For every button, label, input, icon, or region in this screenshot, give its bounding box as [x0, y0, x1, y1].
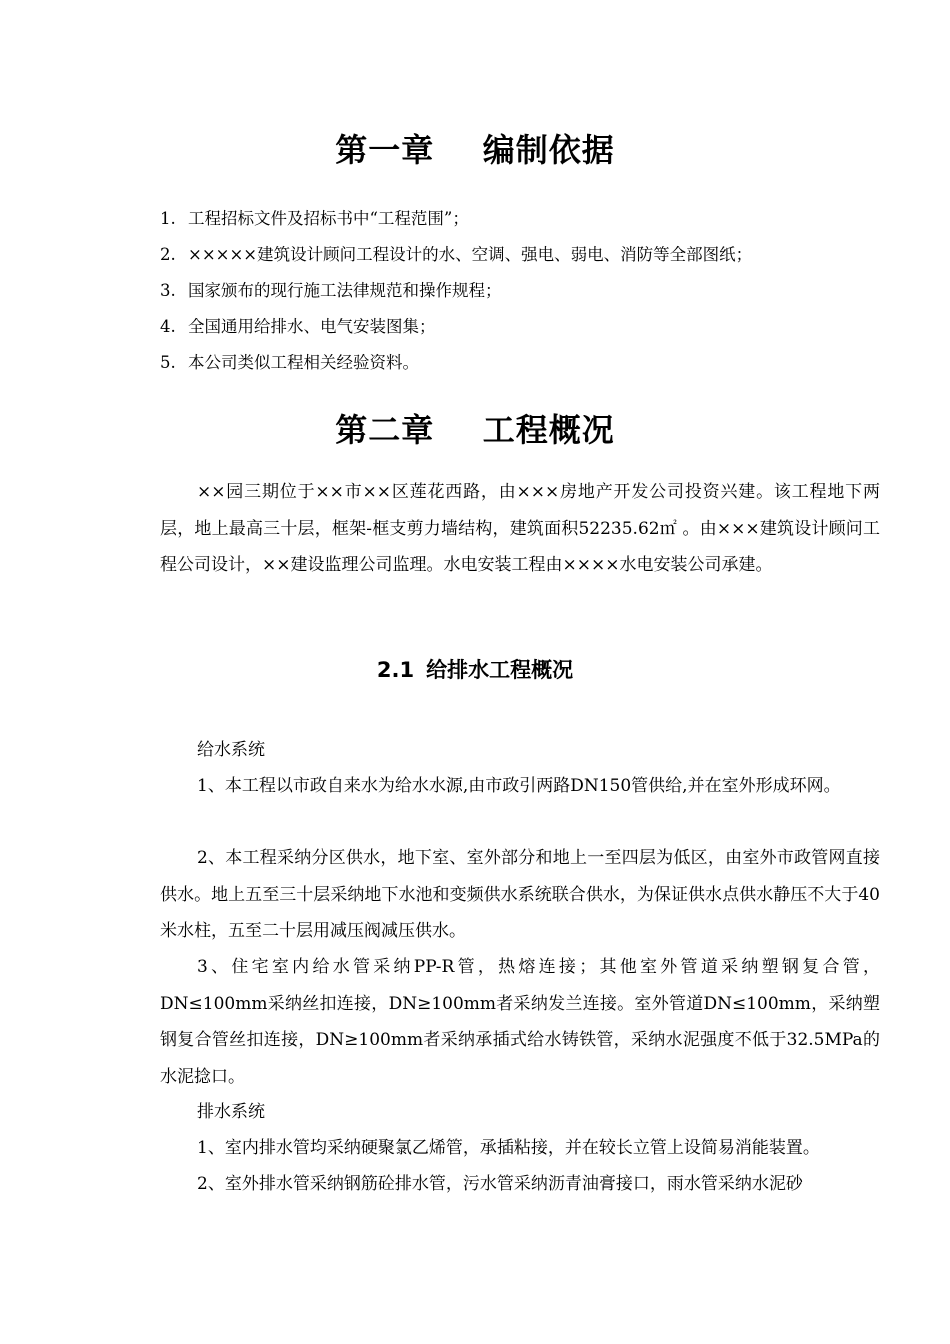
list-item-number: 2. [160, 245, 176, 264]
drainage-paragraph-1: 1、室内排水管均采纳硬聚氯乙烯管，承插粘接，并在较长立管上设简易消能装置。 [197, 1138, 820, 1158]
water-supply-paragraph-1: 1、本工程以市政自来水为给水水源,由市政引两路DN150管供给,并在室外形成环网。 [197, 776, 841, 796]
list-item-number: 3. [160, 281, 176, 300]
section-heading-text: 给排水工程概况 [426, 657, 574, 682]
water-supply-paragraph-3: 3、住宅室内给水管采纳PP-R管，热熔连接；其他室外管道采纳塑钢复合管，DN≤100mm采纳丝扣连接，DN≥100mm者采纳发兰连接。室外管道DN≤100mm，采纳塑钢复合管丝扣连接，DN≥100mm者采纳承插式给水铸铁管，采纳水泥强度不低于32.5MPa的水泥捻口。 [160, 957, 880, 1087]
basis-list [160, 201, 752, 381]
water-supply-label: 给水系统 [197, 740, 265, 760]
drainage-paragraph-2: 2、室外排水管采纳钢筋砼排水管，污水管采纳沥青油膏接口，雨水管采纳水泥砂 [197, 1174, 803, 1194]
list-item [160, 345, 752, 381]
list-item-text: 工程招标文件及招标书中“工程范围”； [188, 209, 469, 228]
list-item-number: 4. [160, 317, 176, 336]
chapter-1-title: 第一章 编制依据 [335, 131, 615, 169]
list-item [160, 237, 752, 273]
project-overview-paragraph: ××园三期位于××市××区莲花西路，由×××房地产开发公司投资兴建。该工程地下两层，地上最高三十层，框架-框支剪力墙结构，建筑面积52235.62㎡ 。由×××建筑设计顾问工程公司设计，××建设监理公司监理。水电安装工程由××××水电安装公司承建。 [160, 482, 880, 575]
section-number: 2.1 [376, 658, 415, 682]
list-item-number: 5. [160, 353, 176, 372]
list-item [160, 309, 752, 345]
list-item-text: ×××××建筑设计顾问工程设计的水、空调、强电、弱电、消防等全部图纸； [188, 245, 753, 264]
chapter-2-title: 第二章 工程概况 [335, 411, 615, 449]
list-item-number: 1. [160, 209, 176, 228]
section-2-1-title [0, 655, 950, 685]
list-item [160, 273, 752, 309]
list-item-text: 国家颁布的现行施工法律规范和操作规程； [188, 281, 502, 300]
list-item-text: 全国通用给排水、电气安装图集； [188, 317, 436, 336]
water-supply-paragraph-2: 2、本工程采纳分区供水，地下室、室外部分和地上一至四层为低区，由室外市政管网直接供水。地上五至三十层采纳地下水池和变频供水系统联合供水，为保证供水点供水静压不大于40米水柱，五至二十层用减压阀减压供水。 [160, 848, 880, 941]
list-item-text: 本公司类似工程相关经验资料。 [188, 353, 419, 372]
drainage-label: 排水系统 [197, 1102, 265, 1122]
list-item [160, 201, 752, 237]
